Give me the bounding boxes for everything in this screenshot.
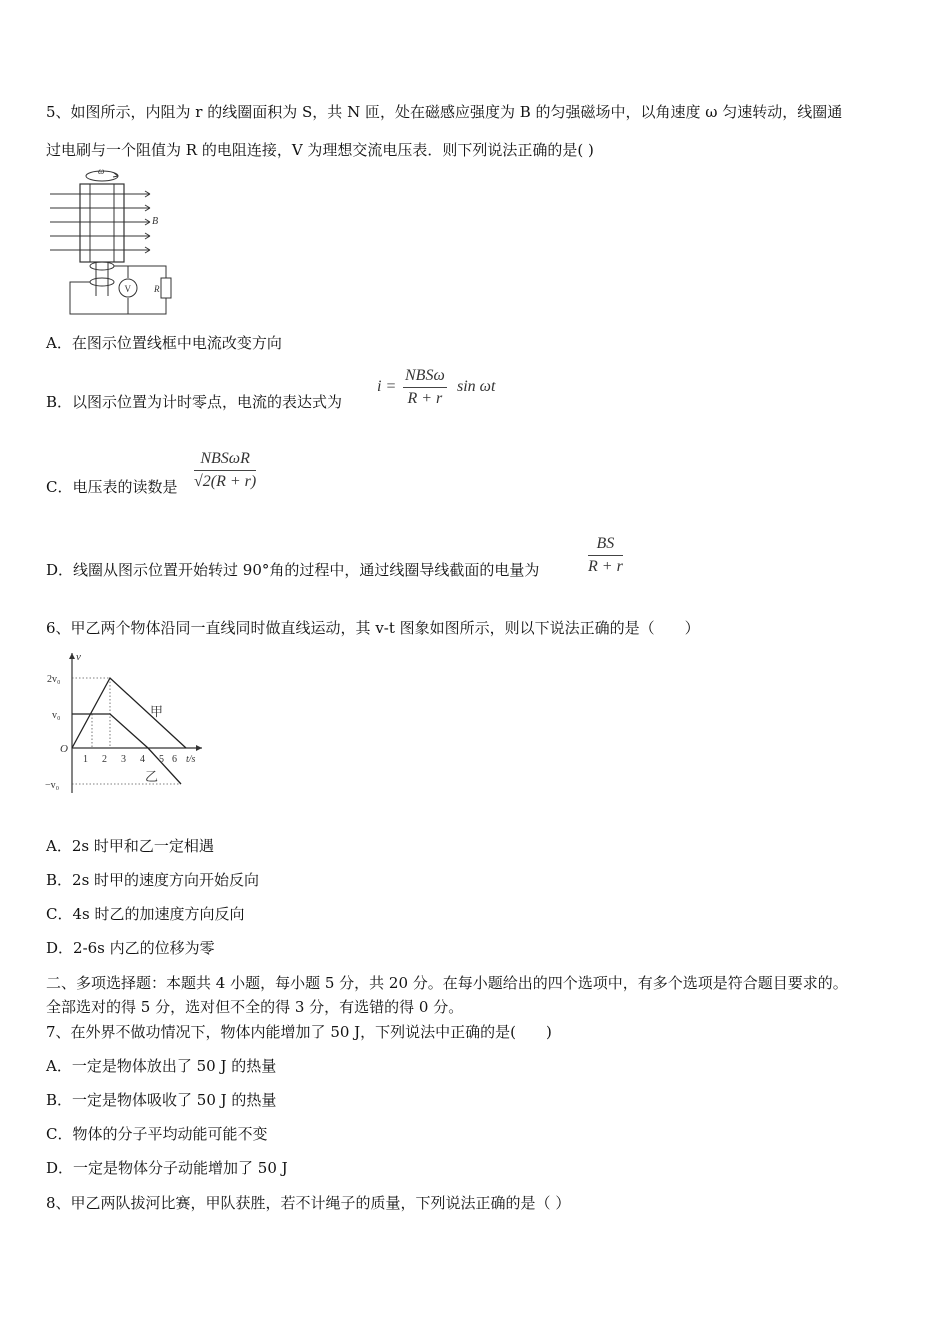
- q5-option-D: D．线圈从图示位置开始转过 90°角的过程中，通过线圈导线截面的电量为: [46, 561, 540, 579]
- R-label: R: [154, 284, 160, 294]
- q7-option-D: D．一定是物体分子动能增加了 50 J: [46, 1159, 288, 1177]
- q5-C-denominator: √2(R + r): [194, 473, 257, 490]
- q5-C-fraction: [194, 450, 256, 491]
- q6-option-D: D．2-6s 内乙的位移为零: [46, 939, 215, 957]
- x-tick-4: 4: [140, 754, 145, 765]
- x-tick-6: 6: [172, 754, 177, 765]
- y-tick-neg-v0: −v₀: [45, 780, 60, 791]
- x-tick-3: 3: [121, 754, 126, 765]
- jia-line: [72, 678, 186, 748]
- yi-label: 乙: [145, 769, 159, 784]
- v-axis-label: v: [76, 651, 81, 663]
- V-label: V: [124, 284, 131, 294]
- q5-B-lhs: i =: [377, 378, 397, 395]
- q5-B-denominator: R + r: [407, 390, 443, 407]
- q5-stem-line1: 5、如图所示，内阻为 r 的线圈面积为 S，共 N 匝，处在磁感应强度为 B 的匀强磁场中，以角速度 ω 匀速转动，线圈通: [46, 103, 843, 121]
- q6-vt-graph: [44, 648, 214, 798]
- x-tick-2: 2: [102, 754, 107, 765]
- x-tick-1: 1: [83, 754, 88, 765]
- section2-line1: 二、多项选择题：本题共 4 小题，每小题 5 分，共 20 分。在每小题给出的四个选项中，有多个选项是符合题目要求的。: [46, 974, 848, 992]
- jia-label: 甲: [150, 704, 164, 719]
- x-tick-5: 5: [159, 754, 164, 765]
- y-tick-2v0: 2v₀: [47, 674, 61, 685]
- q6-stem: 6、甲乙两个物体沿同一直线同时做直线运动，其 v-t 图象如图所示，则以下说法正确的是（ ）: [46, 619, 700, 637]
- yi-line: [72, 714, 181, 784]
- origin-label: O: [60, 743, 68, 755]
- q8-stem: 8、甲乙两队拔河比赛，甲队获胜，若不计绳子的质量，下列说法正确的是（ ）: [46, 1194, 571, 1212]
- q5-option-A: A．在图示位置线框中电流改变方向: [46, 334, 282, 352]
- q6-option-C: C．4s 时乙的加速度方向反向: [46, 905, 245, 923]
- omega-label: ω: [98, 166, 105, 176]
- x-axis-label: t/s: [186, 754, 196, 765]
- q5-D-denominator: R + r: [588, 558, 623, 575]
- q5-option-C: C．电压表的读数是: [46, 478, 178, 496]
- B-label: B: [152, 216, 159, 227]
- q5-D-numerator: BS: [588, 535, 623, 556]
- q5-stem-line2: 过电刷与一个阻值为 R 的电阻连接，V 为理想交流电压表．则下列说法正确的是( ): [46, 141, 594, 159]
- q5-coil-figure: [46, 166, 186, 316]
- y-tick-v0: v₀: [52, 710, 61, 721]
- q5-option-B: B．以图示位置为计时零点，电流的表达式为: [46, 393, 343, 411]
- q5-C-numerator: NBSωR: [194, 450, 256, 471]
- section2-line2: 全部选对的得 5 分，选对但不全的得 3 分，有选错的得 0 分。: [46, 998, 464, 1016]
- q7-stem: 7、在外界不做功情况下，物体内能增加了 50 J，下列说法中正确的是( ): [46, 1023, 552, 1041]
- q7-option-C: C．物体的分子平均动能可能不变: [46, 1125, 268, 1143]
- q5-B-numerator: NBSω: [403, 367, 447, 388]
- q5-D-fraction: [588, 535, 623, 576]
- q7-option-A: A．一定是物体放出了 50 J 的热量: [46, 1057, 277, 1075]
- q6-option-B: B．2s 时甲的速度方向开始反向: [46, 871, 260, 889]
- q5-B-fraction: [403, 367, 447, 408]
- magnetic-field-lines: [50, 191, 150, 253]
- q7-option-B: B．一定是物体吸收了 50 J 的热量: [46, 1091, 277, 1109]
- q5-B-tail: sin ωt: [457, 378, 496, 395]
- q6-option-A: A．2s 时甲和乙一定相遇: [46, 837, 214, 855]
